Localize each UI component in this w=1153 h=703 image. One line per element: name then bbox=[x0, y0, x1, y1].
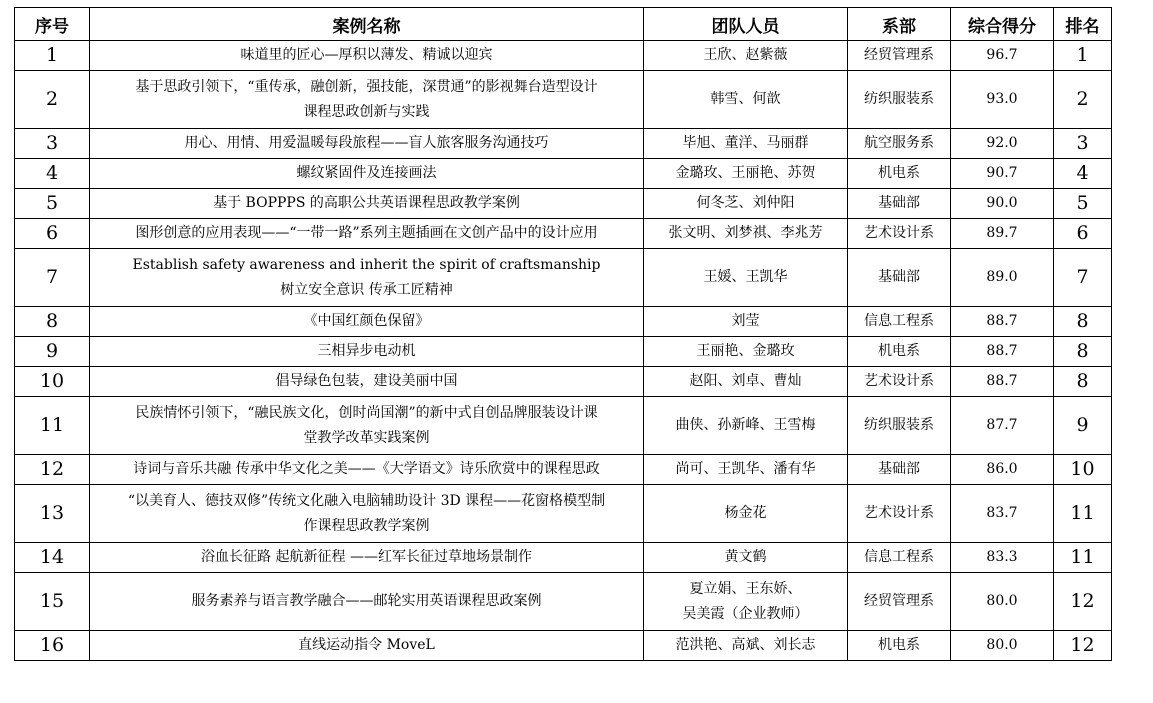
row-index: 15 bbox=[15, 573, 90, 631]
table-row bbox=[15, 129, 1112, 159]
row-index: 11 bbox=[15, 397, 90, 455]
table-row bbox=[15, 367, 1112, 397]
department: 基础部 bbox=[848, 455, 951, 485]
rank: 8 bbox=[1054, 367, 1112, 397]
department: 信息工程系 bbox=[848, 307, 951, 337]
case-name-line: 堂教学改革实践案例 bbox=[303, 429, 430, 446]
case-name bbox=[90, 159, 644, 189]
team-members bbox=[644, 337, 848, 367]
team-members bbox=[644, 307, 848, 337]
header-rank: 排名 bbox=[1054, 8, 1112, 41]
case-name-line: 直线运动指令 MoveL bbox=[298, 637, 435, 653]
row-index: 5 bbox=[15, 189, 90, 219]
case-name-line: 民族情怀引领下，“融民族文化，创时尚国潮”的新中式自创品牌服装设计课 bbox=[135, 404, 598, 421]
rank: 9 bbox=[1054, 397, 1112, 455]
case-name bbox=[90, 367, 644, 397]
table-row bbox=[15, 337, 1112, 367]
rank: 11 bbox=[1054, 485, 1112, 543]
row-index: 14 bbox=[15, 543, 90, 573]
team-member-line: 何冬芝、刘仲阳 bbox=[696, 195, 795, 211]
table-row bbox=[15, 397, 1112, 455]
team-member-line: 王媛、王凯华 bbox=[703, 269, 788, 285]
rank: 5 bbox=[1054, 189, 1112, 219]
header-team: 团队人员 bbox=[644, 8, 848, 41]
team-members bbox=[644, 249, 848, 307]
case-name bbox=[90, 249, 644, 307]
row-index: 8 bbox=[15, 307, 90, 337]
score: 90.7 bbox=[951, 159, 1054, 189]
department: 经贸管理系 bbox=[848, 573, 951, 631]
table-row bbox=[15, 485, 1112, 543]
department: 机电系 bbox=[848, 631, 951, 661]
team-member-line: 毕旭、董洋、马丽群 bbox=[682, 135, 809, 151]
table-row bbox=[15, 543, 1112, 573]
team-member-line: 范洪艳、高斌、刘长志 bbox=[675, 637, 816, 653]
row-index: 10 bbox=[15, 367, 90, 397]
case-name-line: 三相异步电动机 bbox=[317, 343, 416, 359]
score: 88.7 bbox=[951, 337, 1054, 367]
row-index: 9 bbox=[15, 337, 90, 367]
case-name-line: 《中国红颜色保留》 bbox=[303, 313, 430, 329]
department: 信息工程系 bbox=[848, 543, 951, 573]
case-name bbox=[90, 455, 644, 485]
table-row bbox=[15, 455, 1112, 485]
department: 航空服务系 bbox=[848, 129, 951, 159]
rank: 10 bbox=[1054, 455, 1112, 485]
row-index: 3 bbox=[15, 129, 90, 159]
row-index: 16 bbox=[15, 631, 90, 661]
row-index: 1 bbox=[15, 41, 90, 71]
score: 90.0 bbox=[951, 189, 1054, 219]
department: 艺术设计系 bbox=[848, 485, 951, 543]
table-row bbox=[15, 219, 1112, 249]
rank: 8 bbox=[1054, 337, 1112, 367]
rank: 12 bbox=[1054, 573, 1112, 631]
rank: 11 bbox=[1054, 543, 1112, 573]
score: 87.7 bbox=[951, 397, 1054, 455]
case-name-line: 诗词与音乐共融 传承中华文化之美——《大学语文》诗乐欣赏中的课程思政 bbox=[133, 461, 600, 477]
case-name bbox=[90, 189, 644, 219]
table-row bbox=[15, 631, 1112, 661]
table-row bbox=[15, 189, 1112, 219]
case-name-line: 用心、用情、用爱温暖每段旅程——盲人旅客服务沟通技巧 bbox=[184, 135, 549, 151]
department: 机电系 bbox=[848, 337, 951, 367]
case-name bbox=[90, 219, 644, 249]
rank: 3 bbox=[1054, 129, 1112, 159]
team-members bbox=[644, 189, 848, 219]
score: 96.7 bbox=[951, 41, 1054, 71]
case-name-line: 倡导绿色包装，建设美丽中国 bbox=[275, 373, 458, 389]
team-member-line: 张文明、刘梦祺、李兆芳 bbox=[668, 225, 823, 241]
table-row bbox=[15, 249, 1112, 307]
case-name bbox=[90, 337, 644, 367]
team-member-line: 吴美霞（企业教师） bbox=[682, 605, 809, 622]
case-name-line: 基于 BOPPPS 的高职公共英语课程思政教学案例 bbox=[213, 195, 520, 211]
table-row bbox=[15, 159, 1112, 189]
case-name bbox=[90, 41, 644, 71]
case-name-line: 浴血长征路 起航新征程 ——红军长征过草地场景制作 bbox=[201, 549, 532, 565]
score: 86.0 bbox=[951, 455, 1054, 485]
team-member-line: 黄文鹤 bbox=[724, 549, 767, 565]
row-index: 7 bbox=[15, 249, 90, 307]
score: 89.0 bbox=[951, 249, 1054, 307]
department: 经贸管理系 bbox=[848, 41, 951, 71]
case-name bbox=[90, 543, 644, 573]
team-member-line: 夏立娟、王东娇、 bbox=[689, 580, 802, 597]
table-header-row bbox=[15, 8, 1112, 41]
rank: 4 bbox=[1054, 159, 1112, 189]
ranking-table bbox=[14, 7, 1112, 661]
department: 基础部 bbox=[848, 189, 951, 219]
rank: 7 bbox=[1054, 249, 1112, 307]
rank: 2 bbox=[1054, 71, 1112, 129]
team-members bbox=[644, 219, 848, 249]
case-name-line: 图形创意的应用表现——“一带一路”系列主题插画在文创产品中的设计应用 bbox=[135, 225, 598, 241]
score: 80.0 bbox=[951, 573, 1054, 631]
case-name bbox=[90, 485, 644, 543]
case-name-line: 基于思政引领下，“重传承，融创新，强技能，深贯通”的影视舞台造型设计 bbox=[135, 78, 598, 95]
rank: 1 bbox=[1054, 41, 1112, 71]
team-member-line: 韩雪、何歆 bbox=[710, 91, 781, 107]
case-name bbox=[90, 573, 644, 631]
team-members bbox=[644, 485, 848, 543]
department: 机电系 bbox=[848, 159, 951, 189]
score: 92.0 bbox=[951, 129, 1054, 159]
table-row bbox=[15, 573, 1112, 631]
table-row bbox=[15, 307, 1112, 337]
team-members bbox=[644, 129, 848, 159]
case-name-line: Establish safety awareness and inherit the spirit of craftsmanship bbox=[132, 256, 601, 273]
team-members bbox=[644, 41, 848, 71]
case-name-line: “以美育人、德技双修”传统文化融入电脑辅助设计 3D 课程——花窗格模型制 bbox=[127, 492, 606, 509]
table-row bbox=[15, 41, 1112, 71]
score: 83.3 bbox=[951, 543, 1054, 573]
team-member-line: 金璐玫、王丽艳、苏贺 bbox=[675, 165, 816, 181]
case-name bbox=[90, 631, 644, 661]
team-member-line: 王欣、赵紫薇 bbox=[703, 47, 788, 63]
score: 80.0 bbox=[951, 631, 1054, 661]
department: 艺术设计系 bbox=[848, 219, 951, 249]
score: 83.7 bbox=[951, 485, 1054, 543]
case-name-line: 作课程思政教学案例 bbox=[303, 517, 430, 534]
rank: 8 bbox=[1054, 307, 1112, 337]
case-name bbox=[90, 129, 644, 159]
rank: 12 bbox=[1054, 631, 1112, 661]
row-index: 12 bbox=[15, 455, 90, 485]
case-name bbox=[90, 397, 644, 455]
score: 88.7 bbox=[951, 307, 1054, 337]
row-index: 6 bbox=[15, 219, 90, 249]
team-member-line: 杨金花 bbox=[724, 505, 767, 521]
case-name-line: 课程思政创新与实践 bbox=[303, 103, 430, 120]
row-index: 2 bbox=[15, 71, 90, 129]
rank: 6 bbox=[1054, 219, 1112, 249]
score: 89.7 bbox=[951, 219, 1054, 249]
team-members bbox=[644, 71, 848, 129]
case-name bbox=[90, 307, 644, 337]
header-index: 序号 bbox=[15, 8, 90, 41]
team-members bbox=[644, 159, 848, 189]
case-name-line: 服务素养与语言教学融合——邮轮实用英语课程思政案例 bbox=[191, 593, 542, 609]
score: 93.0 bbox=[951, 71, 1054, 129]
case-name-line: 螺纹紧固件及连接画法 bbox=[296, 165, 437, 181]
department: 基础部 bbox=[848, 249, 951, 307]
team-member-line: 赵阳、刘卓、曹灿 bbox=[689, 373, 802, 389]
department: 纺织服装系 bbox=[848, 397, 951, 455]
case-name-line: 味道里的匠心—厚积以薄发、精诚以迎宾 bbox=[240, 47, 493, 63]
header-department: 系部 bbox=[848, 8, 951, 41]
table-row bbox=[15, 71, 1112, 129]
score: 88.7 bbox=[951, 367, 1054, 397]
department: 纺织服装系 bbox=[848, 71, 951, 129]
team-member-line: 刘莹 bbox=[731, 313, 760, 329]
case-name-line: 树立安全意识 传承工匠精神 bbox=[280, 281, 453, 298]
header-case-name: 案例名称 bbox=[90, 8, 644, 41]
team-member-line: 尚可、王凯华、潘有华 bbox=[675, 461, 816, 477]
team-member-line: 曲侠、孙新峰、王雪梅 bbox=[675, 417, 816, 433]
team-members bbox=[644, 573, 848, 631]
header-score: 综合得分 bbox=[951, 8, 1054, 41]
row-index: 4 bbox=[15, 159, 90, 189]
team-members bbox=[644, 543, 848, 573]
department: 艺术设计系 bbox=[848, 367, 951, 397]
team-member-line: 王丽艳、金璐玫 bbox=[696, 343, 795, 359]
row-index: 13 bbox=[15, 485, 90, 543]
team-members bbox=[644, 367, 848, 397]
case-name bbox=[90, 71, 644, 129]
team-members bbox=[644, 397, 848, 455]
team-members bbox=[644, 455, 848, 485]
team-members bbox=[644, 631, 848, 661]
